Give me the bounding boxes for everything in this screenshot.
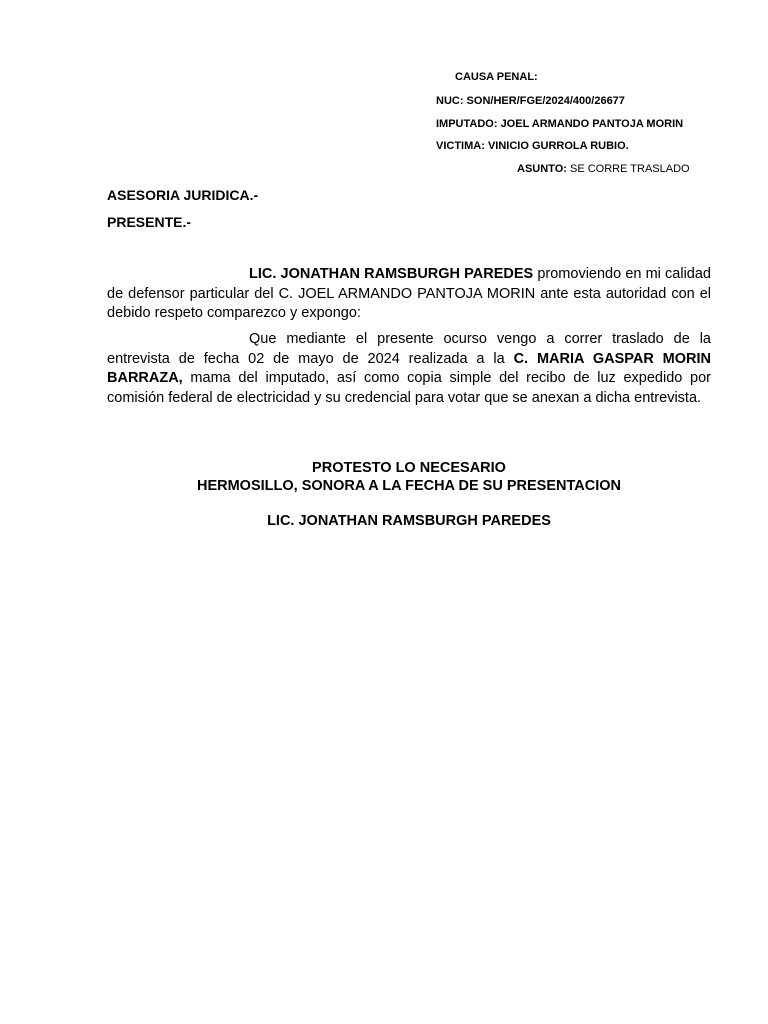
paragraph-1-text: promoviendo en mi calidad de defensor particular del C. JOEL ARMANDO PANTOJA MORIN ante esta autoridad con el debido respeto comparezco y expongo:: [107, 266, 711, 321]
defender-name: LIC. JONATHAN RAMSBURGH PAREDES: [249, 266, 534, 282]
asunto-label: ASUNTO:: [517, 163, 567, 175]
paragraph-2-text-a: Que mediante el presente ocurso vengo a correr traslado de la entrevista de fecha 02 de mayo de 2024 realizada a la: [107, 331, 711, 367]
asunto-line: [517, 163, 690, 175]
nuc-line: NUC: SON/HER/FGE/2024/400/26677: [436, 95, 625, 107]
interviewee-name: C. MARIA GASPAR MORIN BARRAZA,: [107, 350, 712, 386]
closing-line-2: HERMOSILLO, SONORA A LA FECHA DE SU PRESENTACION: [196, 478, 621, 494]
addressee-line-2: PRESENTE.-: [107, 214, 192, 230]
addressee-line-1: ASESORIA JURIDICA.-: [107, 187, 259, 203]
signature-name: LIC. JONATHAN RAMSBURGH PAREDES: [267, 513, 551, 529]
paragraph-2-text-b: mama del imputado, así como copia simple del recibo de luz expedido por comisión federal de electricidad y su credencial para votar que se anexan a dicha entrevista.: [107, 370, 711, 406]
imputado-line: IMPUTADO: JOEL ARMANDO PANTOJA MORIN: [436, 118, 684, 130]
asunto-value: SE CORRE TRASLADO: [566, 163, 690, 175]
closing-line-1: PROTESTO LO NECESARIO: [312, 460, 506, 476]
paragraph-2: [107, 330, 711, 408]
victima-line: VICTIMA: VINICIO GURROLA RUBIO.: [436, 140, 629, 152]
causa-penal-label: CAUSA PENAL:: [455, 71, 538, 83]
paragraph-1: [107, 265, 711, 324]
